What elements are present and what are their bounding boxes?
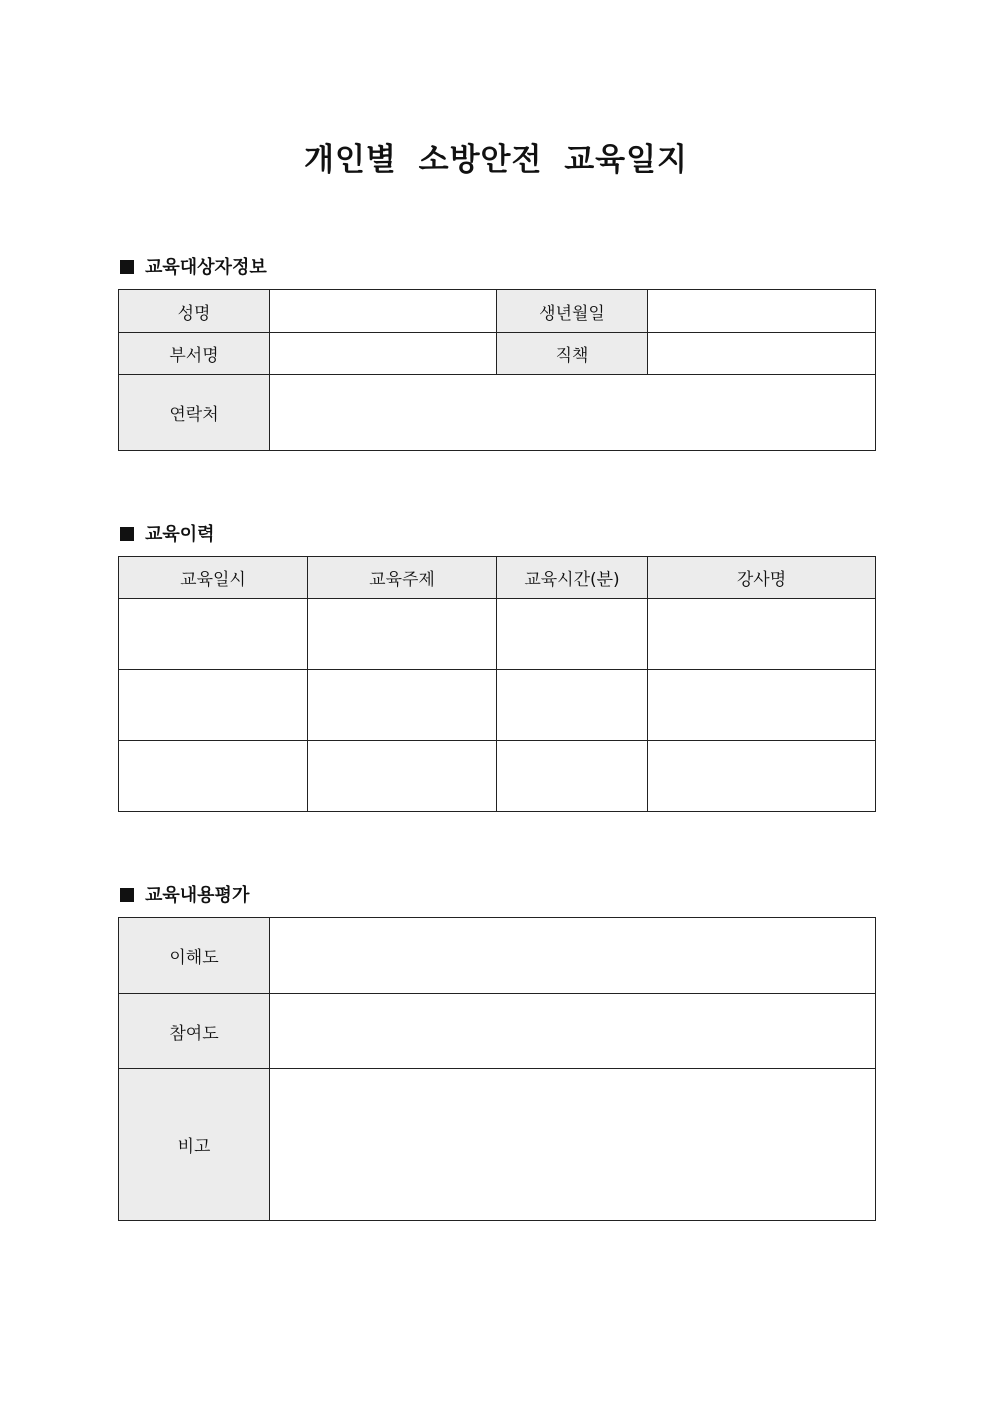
column-header: 교육주제 bbox=[308, 557, 497, 599]
history-table bbox=[118, 556, 876, 812]
contact-label: 연락처 bbox=[119, 375, 270, 451]
dept-label: 부서명 bbox=[119, 333, 270, 375]
contact-field[interactable] bbox=[270, 375, 876, 451]
table-cell[interactable] bbox=[497, 741, 648, 812]
birth-field[interactable] bbox=[648, 290, 876, 333]
name-field[interactable] bbox=[270, 290, 497, 333]
table-cell[interactable] bbox=[308, 599, 497, 670]
evaluation-table bbox=[118, 917, 876, 1221]
table-cell[interactable] bbox=[648, 741, 876, 812]
understanding-field[interactable] bbox=[270, 918, 876, 994]
name-label: 성명 bbox=[119, 290, 270, 333]
table-row bbox=[119, 670, 876, 741]
position-label: 직책 bbox=[497, 333, 648, 375]
table-cell[interactable] bbox=[308, 670, 497, 741]
position-field[interactable] bbox=[648, 333, 876, 375]
square-bullet-icon bbox=[120, 888, 134, 902]
remarks-field[interactable] bbox=[270, 1069, 876, 1221]
table-row bbox=[119, 599, 876, 670]
section-heading-text: 교육내용평가 bbox=[145, 885, 250, 906]
section-heading-evaluation bbox=[120, 881, 249, 907]
birth-label: 생년월일 bbox=[497, 290, 648, 333]
column-header: 강사명 bbox=[648, 557, 876, 599]
table-cell[interactable] bbox=[497, 670, 648, 741]
section-heading-target bbox=[120, 253, 267, 279]
table-cell[interactable] bbox=[648, 670, 876, 741]
section-heading-text: 교육이력 bbox=[145, 524, 215, 545]
remarks-label: 비고 bbox=[119, 1069, 270, 1221]
table-cell[interactable] bbox=[308, 741, 497, 812]
understanding-label: 이해도 bbox=[119, 918, 270, 994]
table-cell[interactable] bbox=[119, 599, 308, 670]
column-header: 교육시간(분) bbox=[497, 557, 648, 599]
section-heading-history bbox=[120, 520, 215, 546]
table-cell[interactable] bbox=[119, 670, 308, 741]
column-header: 교육일시 bbox=[119, 557, 308, 599]
table-cell[interactable] bbox=[497, 599, 648, 670]
document-title: 개인별 소방안전 교육일지 bbox=[304, 142, 688, 178]
table-cell[interactable] bbox=[648, 599, 876, 670]
participation-label: 참여도 bbox=[119, 994, 270, 1069]
square-bullet-icon bbox=[120, 527, 134, 541]
participation-field[interactable] bbox=[270, 994, 876, 1069]
dept-field[interactable] bbox=[270, 333, 497, 375]
target-info-table bbox=[118, 289, 876, 451]
table-row bbox=[119, 741, 876, 812]
section-heading-text: 교육대상자정보 bbox=[145, 257, 267, 278]
square-bullet-icon bbox=[120, 260, 134, 274]
table-cell[interactable] bbox=[119, 741, 308, 812]
